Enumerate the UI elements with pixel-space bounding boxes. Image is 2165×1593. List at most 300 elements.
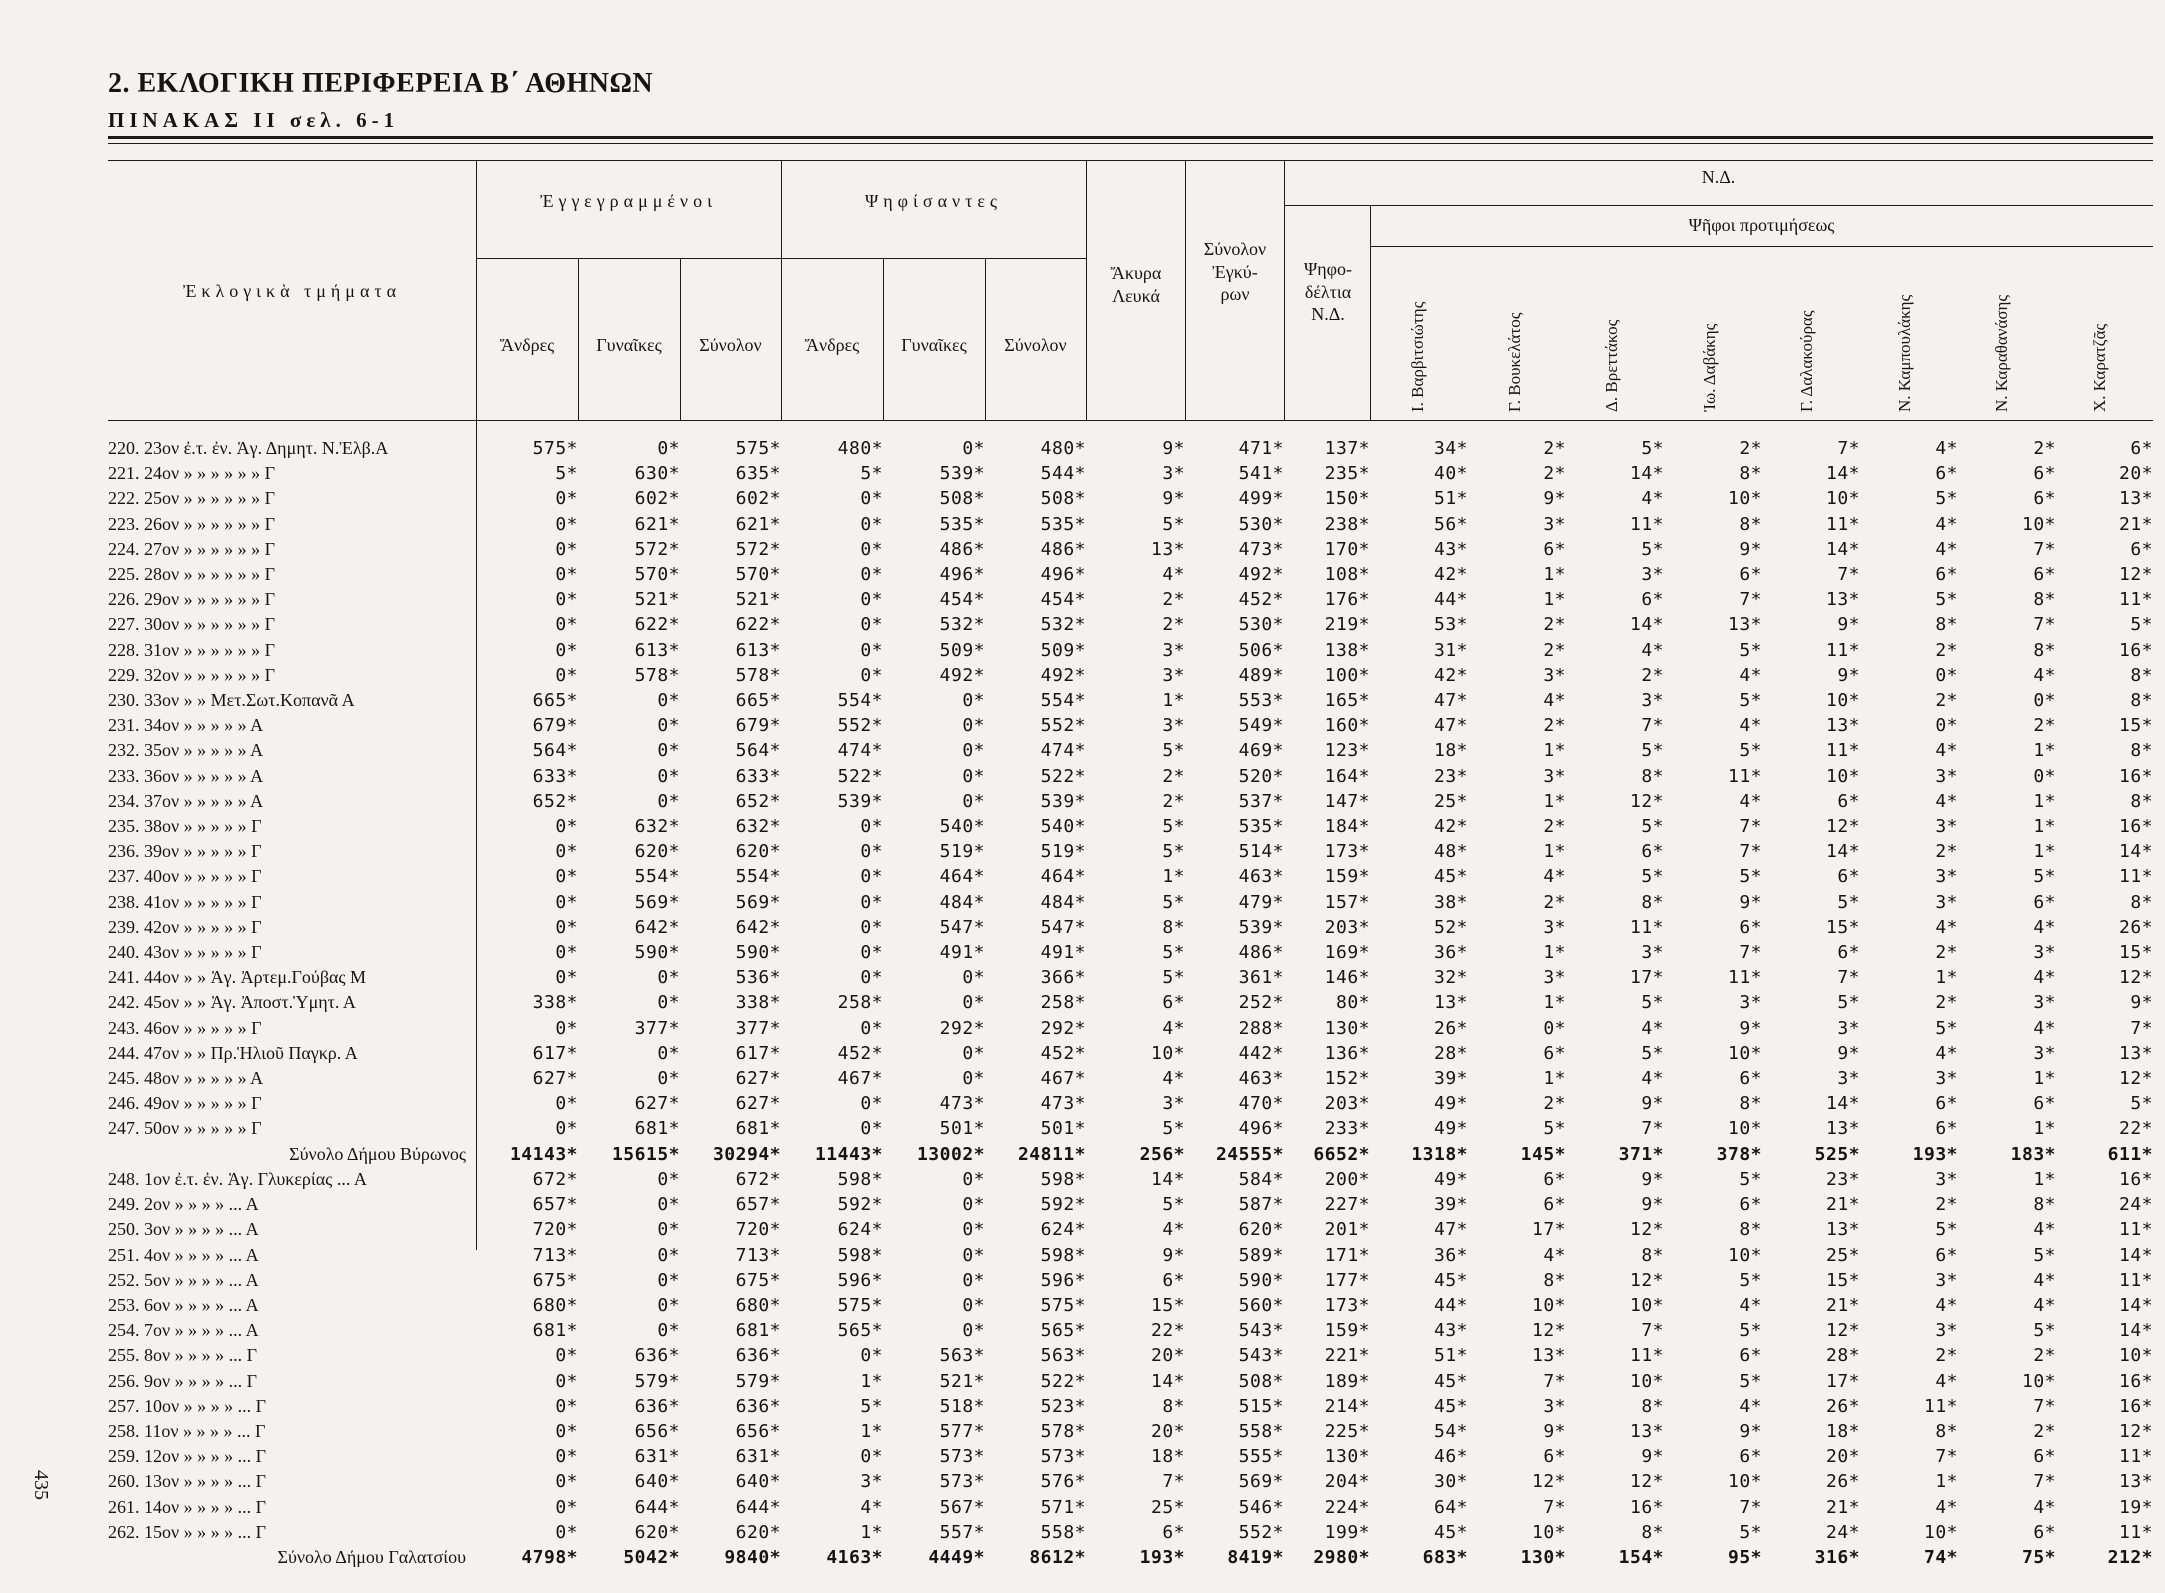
row-label: 254. 7ον » » » » ... Α: [108, 1320, 259, 1341]
table-cell: 4*: [2033, 664, 2056, 686]
candidate-label: Γ. Βουκελάτος: [1505, 312, 1524, 412]
table-cell: 486*: [939, 538, 985, 560]
table-cell: 4*: [1935, 790, 1958, 812]
table-cell: 622*: [735, 614, 781, 636]
table-cell: 26*: [1433, 1017, 1468, 1039]
table-cell: 5*: [2130, 1093, 2153, 1115]
table-cell: 6*: [1837, 942, 1860, 964]
table-cell: 14*: [1150, 1370, 1185, 1392]
table-cell: 16*: [1629, 1496, 1664, 1518]
table-cell: 26*: [1825, 1471, 1860, 1493]
table-cell: 2*: [2033, 438, 2056, 459]
table-cell: 492*: [939, 664, 985, 686]
table-cell: 5*: [1162, 1118, 1185, 1140]
table-cell: 2*: [1935, 690, 1958, 712]
table-cell: 521*: [634, 589, 680, 611]
table-cell: 613*: [634, 639, 680, 661]
table-cell: 0*: [860, 639, 883, 661]
table-cell: 3*: [1543, 513, 1566, 535]
table-cell: 11*: [2118, 1219, 2153, 1241]
table-cell: 4*: [1162, 1219, 1185, 1241]
table-cell: 5*: [1641, 992, 1664, 1014]
table-cell: 0*: [1543, 1017, 1566, 1039]
table-cell: 159*: [1324, 1320, 1370, 1342]
table-cell: 16*: [2118, 765, 2153, 787]
table-cell: 14*: [1629, 614, 1664, 636]
table-cell: 12*: [1629, 1471, 1664, 1493]
table-cell: 508*: [1238, 1370, 1284, 1392]
table-cell: 570*: [735, 564, 781, 586]
table-cell: 4*: [2033, 1219, 2056, 1241]
table-cell: 4*: [1739, 1395, 1762, 1417]
table-cell: 3*: [1935, 816, 1958, 838]
table-cell: 3*: [1162, 1093, 1185, 1115]
table-cell: 5*: [1935, 1017, 1958, 1039]
table-cell: 6*: [2033, 564, 2056, 586]
table-cell: 442*: [1238, 1042, 1284, 1064]
table-cell: 573*: [939, 1471, 985, 1493]
table-cell: 14*: [2118, 841, 2153, 863]
table-cell: 596*: [1040, 1269, 1086, 1291]
header-valid-total: Σύνολον Ἐγκύ-ρων: [1203, 239, 1267, 304]
table-cell: 1*: [1543, 740, 1566, 762]
table-cell: 636*: [735, 1345, 781, 1367]
table-cell: 2*: [1935, 1194, 1958, 1216]
table-cell: 130*: [1324, 1017, 1370, 1039]
table-cell: 4*: [1543, 690, 1566, 712]
table-cell: 11*: [2118, 589, 2153, 611]
table-cell: 6*: [1162, 1269, 1185, 1291]
row-label: 221. 24ον » » » » » » Γ: [108, 463, 276, 484]
table-cell: 3*: [1543, 664, 1566, 686]
row-label: 238. 41ον » » » » » Γ: [108, 891, 262, 912]
table-cell: 0*: [962, 967, 985, 989]
table-cell: 157*: [1324, 891, 1370, 913]
table-cell: 631*: [634, 1446, 680, 1468]
table-cell: 0*: [555, 1395, 578, 1417]
row-label: 237. 40ον » » » » » Γ: [108, 866, 262, 887]
table-cell: 565*: [1040, 1320, 1086, 1342]
table-cell: 0*: [860, 1118, 883, 1140]
table-cell: 11*: [1629, 916, 1664, 938]
table-cell: 518*: [939, 1395, 985, 1417]
table-cell: 473*: [1238, 538, 1284, 560]
table-cell: 0*: [555, 1345, 578, 1367]
table-row: [108, 814, 2153, 839]
table-cell: 45*: [1433, 1370, 1468, 1392]
table-cell: 14*: [2118, 1320, 2153, 1342]
table-cell: 15*: [1825, 1269, 1860, 1291]
table-cell: 136*: [1324, 1042, 1370, 1064]
table-cell: 169*: [1324, 942, 1370, 964]
table-cell: 4*: [1162, 1068, 1185, 1090]
table-cell: 452*: [837, 1042, 883, 1064]
table-cell: 4*: [2033, 967, 2056, 989]
header-ballots: Ψηφο-δέλτια Ν.Δ.: [1303, 259, 1353, 324]
table-cell: 14*: [2118, 1294, 2153, 1316]
row-label: 257. 10ον » » » » ... Γ: [108, 1395, 267, 1416]
table-cell: 13*: [1825, 715, 1860, 737]
table-cell: 24*: [1825, 1521, 1860, 1543]
table-cell: 543*: [1238, 1320, 1284, 1342]
table-cell: 138*: [1324, 639, 1370, 661]
table-cell: 11*: [1727, 765, 1762, 787]
table-row: [108, 1343, 2153, 1368]
table-cell: 0*: [860, 841, 883, 863]
table-cell: 292*: [939, 1017, 985, 1039]
table-cell: 1*: [1543, 589, 1566, 611]
table-cell: 7*: [2033, 614, 2056, 636]
table-cell: 6*: [1935, 1118, 1958, 1140]
table-cell: 15*: [1150, 1294, 1185, 1316]
table-cell: 640*: [735, 1471, 781, 1493]
table-cell: 18*: [1825, 1420, 1860, 1442]
table-cell: 0*: [555, 967, 578, 989]
table-cell: 522*: [837, 765, 883, 787]
table-cell: 14*: [1825, 463, 1860, 485]
table-cell: 1*: [1935, 967, 1958, 989]
table-cell: 0*: [657, 1068, 680, 1090]
table-row: [108, 1394, 2153, 1419]
table-cell: 15*: [2118, 942, 2153, 964]
table-cell: 8*: [2130, 664, 2153, 686]
table-cell: 2*: [2033, 1345, 2056, 1367]
table-row: [108, 512, 2153, 537]
table-cell: 0*: [860, 513, 883, 535]
table-cell: 665*: [735, 690, 781, 712]
table-cell: 5*: [1837, 891, 1860, 913]
table-cell: 4*: [1641, 639, 1664, 661]
title-rule-thin: [108, 143, 2153, 144]
table-cell: 4*: [1935, 1496, 1958, 1518]
table-row: [108, 688, 2153, 713]
table-cell: 0*: [962, 1068, 985, 1090]
table-cell: 4163*: [826, 1546, 883, 1568]
table-row: [108, 940, 2153, 965]
table-row: [108, 890, 2153, 915]
table-cell: 45*: [1433, 1269, 1468, 1291]
table-cell: 176*: [1324, 589, 1370, 611]
table-cell: 30*: [1433, 1471, 1468, 1493]
table-cell: 11*: [2118, 1269, 2153, 1291]
candidate-label: Χ. Καρατζᾶς: [2090, 323, 2109, 412]
table-cell: 541*: [1238, 463, 1284, 485]
table-cell: 602*: [735, 488, 781, 510]
table-cell: 171*: [1324, 1244, 1370, 1266]
table-cell: 183*: [2010, 1143, 2056, 1165]
table-cell: 130*: [1324, 1446, 1370, 1468]
row-label: 230. 33ον » » Μετ.Σωτ.Κοπανᾶ Α: [108, 690, 355, 711]
table-cell: 100*: [1324, 664, 1370, 686]
table-cell: 0*: [860, 1017, 883, 1039]
row-label: 223. 26ον » » » » » » Γ: [108, 513, 276, 534]
table-cell: 5*: [1641, 816, 1664, 838]
table-cell: 5*: [2033, 866, 2056, 888]
table-cell: 6*: [1739, 1194, 1762, 1216]
table-cell: 640*: [634, 1471, 680, 1493]
table-cell: 602*: [634, 488, 680, 510]
table-cell: 2*: [1543, 463, 1566, 485]
table-cell: 3*: [860, 1471, 883, 1493]
table-cell: 4*: [2033, 916, 2056, 938]
table-row: [108, 1444, 2153, 1469]
table-cell: 45*: [1433, 866, 1468, 888]
table-cell: 3*: [1543, 916, 1566, 938]
table-cell: 0*: [555, 1446, 578, 1468]
table-cell: 14*: [2118, 1244, 2153, 1266]
table-cell: 8*: [1739, 463, 1762, 485]
table-cell: 7*: [2130, 1017, 2153, 1039]
table-cell: 464*: [1040, 866, 1086, 888]
row-label: 252. 5ον » » » » ... Α: [108, 1269, 259, 1290]
table-cell: 0*: [657, 740, 680, 762]
table-cell: 508*: [1040, 488, 1086, 510]
table-cell: 8*: [1739, 1219, 1762, 1241]
table-cell: 11*: [1825, 513, 1860, 535]
table-cell: 9*: [1739, 538, 1762, 560]
table-cell: 4798*: [521, 1546, 578, 1568]
table-cell: 13*: [1825, 1118, 1860, 1140]
table-cell: 535*: [939, 513, 985, 535]
table-cell: 463*: [1238, 866, 1284, 888]
table-cell: 632*: [634, 816, 680, 838]
table-cell: 2*: [1543, 639, 1566, 661]
table-cell: 536*: [735, 967, 781, 989]
candidate-label: Γ. Δαλακούρας: [1797, 310, 1816, 412]
table-cell: 10*: [1150, 1042, 1185, 1064]
table-cell: 13*: [1433, 992, 1468, 1014]
table-cell: 4*: [1739, 664, 1762, 686]
row-label: 240. 43ον » » » » » Γ: [108, 942, 262, 963]
table-cell: 496*: [1040, 564, 1086, 586]
table-cell: 203*: [1324, 916, 1370, 938]
table-cell: 575*: [735, 438, 781, 459]
table-cell: 54*: [1433, 1420, 1468, 1442]
header-men: Ἄνδρες: [804, 335, 860, 355]
table-cell: 569*: [735, 891, 781, 913]
table-cell: 6*: [1837, 866, 1860, 888]
table-cell: 43*: [1433, 1320, 1468, 1342]
table-cell: 1*: [1543, 942, 1566, 964]
table-cell: 4*: [1739, 1294, 1762, 1316]
table-cell: 9*: [1162, 488, 1185, 510]
table-cell: 492*: [1040, 664, 1086, 686]
table-cell: 522*: [1040, 1370, 1086, 1392]
table-row: [108, 1419, 2153, 1444]
table-cell: 657*: [532, 1194, 578, 1216]
table-cell: 5*: [2033, 1244, 2056, 1266]
header-total: Σύνολον: [699, 335, 762, 355]
table-cell: 3*: [1935, 1168, 1958, 1190]
table-cell: 546*: [1238, 1496, 1284, 1518]
table-cell: 39*: [1433, 1194, 1468, 1216]
table-cell: 4*: [1935, 740, 1958, 762]
table-cell: 42*: [1433, 816, 1468, 838]
table-cell: 8*: [2033, 589, 2056, 611]
table-cell: 620*: [735, 841, 781, 863]
table-cell: 12*: [1825, 816, 1860, 838]
table-cell: 0*: [860, 664, 883, 686]
table-cell: 563*: [939, 1345, 985, 1367]
table-cell: 0*: [555, 513, 578, 535]
row-label: 231. 34ον » » » » » Α: [108, 715, 264, 736]
table-cell: 42*: [1433, 664, 1468, 686]
table-cell: 9*: [1543, 1420, 1566, 1442]
table-cell: 681*: [735, 1118, 781, 1140]
table-cell: 584*: [1238, 1168, 1284, 1190]
table-cell: 12*: [2118, 564, 2153, 586]
table-cell: 539*: [837, 790, 883, 812]
table-cell: 0*: [657, 1320, 680, 1342]
table-cell: 2*: [1162, 589, 1185, 611]
table-row: [108, 1041, 2153, 1066]
table-cell: 636*: [634, 1395, 680, 1417]
table-cell: 377*: [735, 1017, 781, 1039]
table-cell: 6*: [1543, 1194, 1566, 1216]
table-cell: 10*: [1531, 1294, 1566, 1316]
table-row: [108, 1495, 2153, 1520]
table-cell: 642*: [634, 916, 680, 938]
table-cell: 491*: [939, 942, 985, 964]
table-cell: 6*: [1543, 1168, 1566, 1190]
table-cell: 598*: [837, 1244, 883, 1266]
table-cell: 11*: [2118, 866, 2153, 888]
table-cell: 203*: [1324, 1093, 1370, 1115]
table-cell: 675*: [735, 1269, 781, 1291]
table-row: [108, 1066, 2153, 1091]
table-cell: 219*: [1324, 614, 1370, 636]
table-cell: 8*: [1739, 513, 1762, 535]
table-cell: 34*: [1433, 438, 1468, 459]
table-cell: 366*: [1040, 967, 1086, 989]
table-cell: 681*: [634, 1118, 680, 1140]
table-cell: 6*: [1935, 1244, 1958, 1266]
table-cell: 622*: [634, 614, 680, 636]
row-label: 225. 28ον » » » » » » Γ: [108, 564, 276, 585]
table-cell: 496*: [1238, 1118, 1284, 1140]
col-divider: [1370, 205, 1371, 420]
table-cell: 2*: [1935, 942, 1958, 964]
col-divider: [1185, 160, 1186, 420]
table-body: [108, 436, 2153, 1570]
table-cell: 28*: [1433, 1042, 1468, 1064]
table-cell: 10*: [1727, 488, 1762, 510]
row-label: 245. 48ον » » » » » Α: [108, 1068, 264, 1089]
table-cell: 624*: [837, 1219, 883, 1241]
table-cell: 4*: [1543, 866, 1566, 888]
table-row: [108, 764, 2153, 789]
table-cell: 6*: [2033, 891, 2056, 913]
table-cell: 5*: [1162, 513, 1185, 535]
results-table: [108, 436, 2153, 1570]
table-cell: 486*: [1040, 538, 1086, 560]
table-cell: 8419*: [1227, 1546, 1284, 1568]
table-cell: 74*: [1923, 1546, 1958, 1568]
header-subline: [1370, 246, 2153, 247]
table-cell: 20*: [2118, 463, 2153, 485]
table-cell: 679*: [532, 715, 578, 737]
table-cell: 64*: [1433, 1496, 1468, 1518]
table-cell: 2*: [1162, 790, 1185, 812]
table-cell: 8*: [1162, 916, 1185, 938]
table-cell: 10*: [1629, 1294, 1664, 1316]
table-cell: 152*: [1324, 1068, 1370, 1090]
table-cell: 525*: [1814, 1143, 1860, 1165]
table-cell: 10*: [1727, 1244, 1762, 1266]
table-cell: 7*: [1837, 967, 1860, 989]
table-cell: 539*: [1238, 916, 1284, 938]
candidate-label: Ι. Βαρβιτσιώτης: [1408, 301, 1427, 412]
table-cell: 3*: [1935, 866, 1958, 888]
table-cell: 0*: [555, 589, 578, 611]
table-cell: 633*: [532, 765, 578, 787]
table-cell: 540*: [1040, 816, 1086, 838]
table-cell: 15*: [2118, 715, 2153, 737]
table-cell: 5*: [1935, 488, 1958, 510]
table-cell: 578*: [634, 664, 680, 686]
table-cell: 1*: [2033, 816, 2056, 838]
table-cell: 514*: [1238, 841, 1284, 863]
table-cell: 8*: [2130, 740, 2153, 762]
table-cell: 0*: [657, 715, 680, 737]
table-cell: 6*: [2033, 488, 2056, 510]
table-cell: 9*: [1739, 891, 1762, 913]
header-top-line: [108, 160, 2153, 161]
table-row: [108, 1016, 2153, 1041]
table-cell: 520*: [1238, 765, 1284, 787]
table-cell: 489*: [1238, 664, 1284, 686]
table-cell: 5*: [555, 463, 578, 485]
table-cell: 9*: [1837, 1042, 1860, 1064]
table-cell: 530*: [1238, 513, 1284, 535]
table-cell: 0*: [657, 1194, 680, 1216]
table-cell: 1*: [1543, 992, 1566, 1014]
table-cell: 2*: [1935, 992, 1958, 1014]
table-cell: 361*: [1238, 967, 1284, 989]
table-cell: 189*: [1324, 1370, 1370, 1392]
row-label: 247. 50ον » » » » » Γ: [108, 1118, 262, 1139]
row-label: 249. 2ον » » » » ... Α: [108, 1194, 259, 1215]
table-cell: 0*: [962, 740, 985, 762]
table-row: [108, 864, 2153, 889]
row-label: Σύνολο Δήμου Βύρωνος: [289, 1143, 466, 1164]
table-cell: 80*: [1335, 992, 1370, 1014]
table-row: [108, 587, 2153, 612]
table-cell: 617*: [532, 1042, 578, 1064]
table-cell: 13*: [2118, 488, 2153, 510]
table-cell: 10*: [1727, 1471, 1762, 1493]
table-cell: 577*: [939, 1420, 985, 1442]
table-cell: 560*: [1238, 1294, 1284, 1316]
table-cell: 0*: [962, 1219, 985, 1241]
table-cell: 0*: [555, 1496, 578, 1518]
table-cell: 7*: [1837, 564, 1860, 586]
table-cell: 0*: [962, 715, 985, 737]
table-cell: 214*: [1324, 1395, 1370, 1417]
table-cell: 20*: [1825, 1446, 1860, 1468]
table-cell: 0*: [657, 690, 680, 712]
table-cell: 473*: [939, 1093, 985, 1115]
header-sections: Ἐκλογικὰ τμήματα: [182, 281, 402, 301]
table-cell: 0*: [860, 1446, 883, 1468]
table-cell: 7*: [1739, 942, 1762, 964]
table-cell: 4*: [1162, 564, 1185, 586]
table-cell: 592*: [1040, 1194, 1086, 1216]
table-cell: 3*: [1641, 942, 1664, 964]
table-cell: 576*: [1040, 1471, 1086, 1493]
table-cell: 170*: [1324, 538, 1370, 560]
table-cell: 0*: [962, 1294, 985, 1316]
